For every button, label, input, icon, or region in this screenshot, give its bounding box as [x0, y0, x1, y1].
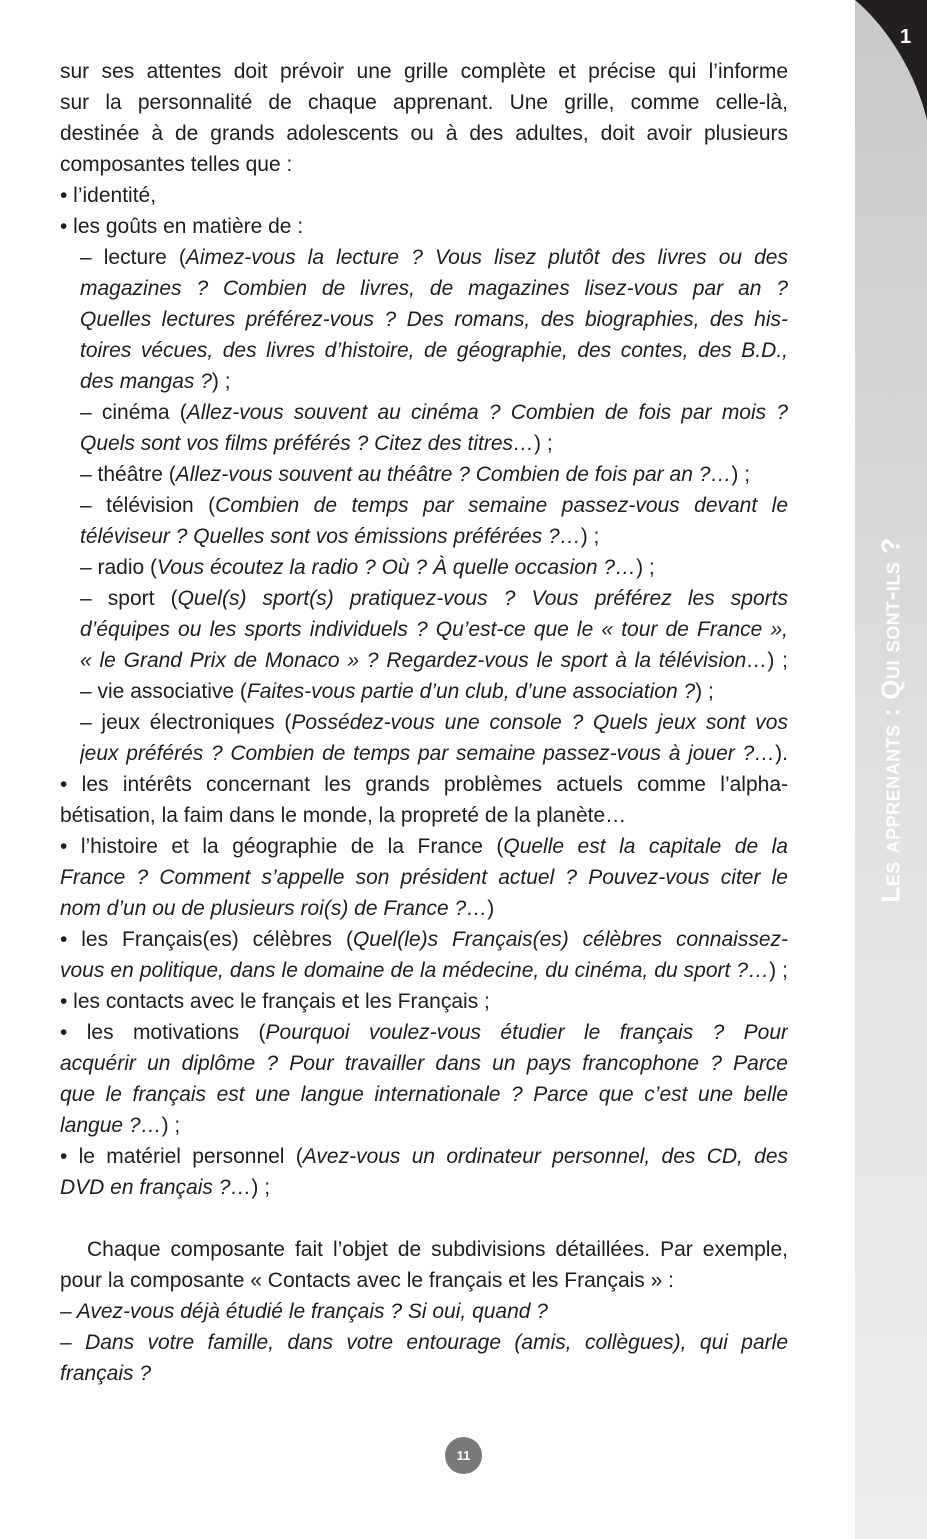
text-line	[60, 1141, 788, 1172]
text-line	[80, 521, 788, 552]
italic-text: acquérir un diplôme ? Pour travailler dans un pays francophone ? Parce	[60, 1052, 788, 1075]
text-run: ) ;	[580, 525, 600, 548]
text-line	[60, 87, 788, 118]
text-line	[60, 118, 788, 149]
italic-text: que le français est une langue internationale ? Parce que c’est une belle	[60, 1083, 788, 1106]
text-line	[80, 397, 788, 428]
italic-text: Allez-vous souvent au théâtre ? Combien de fois par an ?…	[175, 463, 732, 486]
text-run: ) ;	[534, 432, 553, 455]
text-line	[80, 273, 788, 304]
text-run: ).	[775, 742, 788, 765]
text-line	[80, 707, 788, 738]
text-run: • le matériel personnel (	[60, 1145, 303, 1168]
text-line	[60, 955, 788, 986]
text-line	[60, 924, 788, 955]
text-run: sur la personnalité de chaque apprenant. Une grille, comme celle-là,	[60, 91, 788, 114]
text-line	[60, 56, 788, 87]
text-line	[80, 304, 788, 335]
text-run: ) ;	[767, 649, 788, 672]
text-line	[60, 180, 788, 211]
italic-text: Quel(le)s Français(es) célèbres connaissez-	[352, 928, 788, 951]
text-line	[80, 366, 788, 397]
text-run: • les motivations (	[60, 1021, 266, 1044]
text-line	[60, 769, 788, 800]
italic-text: DVD en français ?…	[60, 1176, 252, 1199]
italic-text: téléviseur ? Quelles sont vos émissions préférées ?…	[80, 525, 581, 548]
text-line	[60, 1234, 788, 1265]
text-run: – jeux électroniques (	[80, 711, 292, 734]
chapter-tab	[855, 0, 927, 120]
text-line	[80, 459, 788, 490]
body-text	[60, 56, 788, 1389]
text-line	[80, 428, 788, 459]
italic-text: jeux préférés ? Combien de temps par semaine passez-vous à jouer ?…	[80, 742, 776, 765]
text-line	[60, 1172, 788, 1203]
text-run: – radio (	[80, 556, 158, 579]
text-line	[60, 1327, 788, 1358]
italic-text: Combien de temps par semaine passez-vous devant le	[215, 494, 788, 517]
italic-text: Avez-vous un ordinateur personnel, des CD, des	[302, 1145, 788, 1168]
text-run: • les intérêts concernant les grands problèmes actuels comme l’alpha-	[60, 773, 788, 796]
italic-text: Quelle est la capitale de la	[503, 835, 788, 858]
text-run: ) ;	[636, 556, 655, 579]
text-run: sur ses attentes doit prévoir une grille complète et précise qui l’informe	[60, 60, 788, 83]
text-run: )	[487, 897, 495, 920]
text-run: – télévision (	[80, 494, 216, 517]
italic-text: nom d’un ou de plusieurs roi(s) de France ?…	[60, 897, 488, 920]
italic-text: vous en politique, dans le domaine de la médecine, du cinéma, du sport ?…	[60, 959, 770, 982]
text-line	[60, 986, 788, 1017]
text-run: Chaque composante fait l’objet de subdivisions détaillées. Par exemple,	[87, 1238, 788, 1261]
text-line	[80, 738, 788, 769]
italic-text: toires vécues, des livres d’histoire, de géographie, des contes, des B.D.,	[80, 339, 788, 362]
text-line	[60, 1110, 788, 1141]
text-line	[60, 893, 788, 924]
text-line	[80, 645, 788, 676]
text-run: ) ;	[161, 1114, 181, 1137]
text-run: – vie associative (	[80, 680, 247, 703]
text-run: ) ;	[769, 959, 788, 982]
italic-text: Possédez-vous une console ? Quels jeux sont vos	[291, 711, 788, 734]
text-run: • les Français(es) célèbres (	[60, 928, 353, 951]
text-run: destinée à de grands adolescents ou à des adultes, doit avoir plusieurs	[60, 122, 788, 145]
italic-text: magazines ? Combien de livres, de magazines lisez-vous par an ?	[80, 277, 788, 300]
text-line	[60, 1017, 788, 1048]
chapter-number: 1	[900, 26, 912, 48]
text-run: bétisation, la faim dans le monde, la propreté de la planète…	[60, 804, 627, 827]
text-line	[60, 831, 788, 862]
italic-text: Quel(s) sport(s) pratiquez-vous ? Vous préférez les sports	[177, 587, 788, 610]
italic-text: Faites-vous partie d’un club, d’une association ?	[246, 680, 696, 703]
italic-text: des mangas ?	[80, 370, 212, 393]
italic-text: France ? Comment s’appelle son président actuel ? Pouvez-vous citer le	[60, 866, 788, 889]
chapter-title: Les apprenants : Qui sont-ils ?	[875, 537, 906, 903]
italic-text: « le Grand Prix de Monaco » ? Regardez-vous le sport à la télévision…	[80, 649, 768, 672]
text-line	[80, 552, 788, 583]
blank-line	[60, 1203, 788, 1234]
text-line	[60, 862, 788, 893]
text-line	[60, 1296, 788, 1327]
text-run: – théâtre (	[80, 463, 176, 486]
text-line	[60, 211, 788, 242]
text-line	[80, 614, 788, 645]
text-line	[60, 149, 788, 180]
text-line	[80, 490, 788, 521]
italic-text: d’équipes ou les sports individuels ? Qu’est-ce que le « tour de France »,	[80, 618, 788, 641]
italic-text: langue ?…	[60, 1114, 162, 1137]
text-line	[80, 242, 788, 273]
italic-text: Vous écoutez la radio ? Où ? À quelle occasion ?…	[157, 556, 637, 579]
text-line	[60, 800, 788, 831]
italic-text: Quelles lectures préférez-vous ? Des romans, des biographies, des his-	[80, 308, 788, 331]
text-run: composantes telles que :	[60, 153, 293, 176]
page-number: 11	[445, 1437, 482, 1474]
text-run: • l’identité,	[60, 184, 157, 207]
text-run: pour la composante « Contacts avec le français et les Français » :	[60, 1269, 674, 1292]
text-line	[80, 335, 788, 366]
text-line	[60, 1079, 788, 1110]
italic-text: Allez-vous souvent au cinéma ? Combien de fois par mois ?	[186, 401, 788, 424]
text-run: – lecture (	[80, 246, 186, 269]
italic-text: français ?	[60, 1362, 152, 1385]
italic-text: Aimez-vous la lecture ? Vous lisez plutôt des livres ou des	[185, 246, 788, 269]
text-run: ) ;	[211, 370, 231, 393]
text-run: • les contacts avec le français et les Français ;	[60, 990, 490, 1013]
italic-text: – Avez-vous déjà étudié le français ? Si oui, quand ?	[60, 1300, 548, 1323]
text-line	[80, 676, 788, 707]
text-line	[60, 1048, 788, 1079]
text-run: – sport (	[80, 587, 178, 610]
italic-text: – Dans votre famille, dans votre entourage (amis, collègues), qui parle	[60, 1331, 788, 1354]
text-run: • l’histoire et la géographie de la France (	[60, 835, 504, 858]
italic-text: Quels sont vos films préférés ? Citez des titres…	[80, 432, 534, 455]
italic-text: Pourquoi voulez-vous étudier le français ? Pour	[265, 1021, 788, 1044]
text-line	[60, 1265, 788, 1296]
text-run: ) ;	[695, 680, 714, 703]
text-line	[80, 583, 788, 614]
text-run: • les goûts en matière de :	[60, 215, 304, 238]
text-run: ) ;	[731, 463, 751, 486]
text-run: ) ;	[251, 1176, 271, 1199]
text-run: – cinéma (	[80, 401, 187, 424]
text-line	[60, 1358, 788, 1389]
